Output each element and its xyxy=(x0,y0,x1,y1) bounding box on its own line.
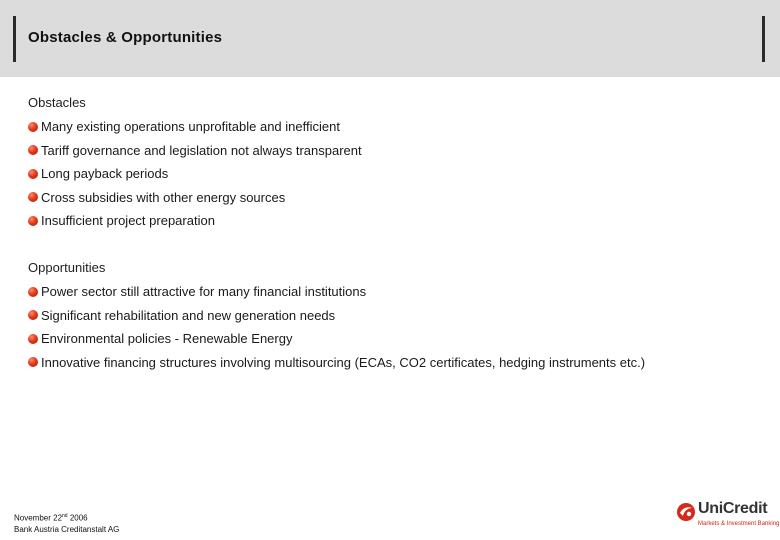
obstacles-list xyxy=(28,115,362,233)
bullet-icon xyxy=(28,310,38,320)
opportunities-heading: Opportunities xyxy=(28,260,106,275)
list-item xyxy=(28,186,362,210)
obstacles-heading: Obstacles xyxy=(28,95,86,110)
footer-date-prefix: November 22 xyxy=(14,513,63,523)
list-item-text: Environmental policies - Renewable Energy xyxy=(41,331,293,346)
header-left-rule xyxy=(13,16,16,62)
obstacles-section xyxy=(28,94,362,233)
list-item xyxy=(28,209,362,233)
header-right-rule xyxy=(762,16,765,62)
bullet-icon xyxy=(28,192,38,202)
unicredit-logo xyxy=(676,500,780,534)
list-item-text: Tariff governance and legislation not always transparent xyxy=(41,142,362,158)
page-title: Obstacles & Opportunities xyxy=(28,29,223,46)
list-item-text: Insufficient project preparation xyxy=(41,213,215,228)
bullet-icon xyxy=(28,287,38,297)
logo-brand-text: UniCredit xyxy=(698,500,768,517)
footer-date-ordinal: nd xyxy=(62,513,68,519)
footer-company: Bank Austria Creditanstalt AG xyxy=(14,524,120,534)
header-band xyxy=(0,0,780,77)
list-item xyxy=(28,351,645,375)
bullet-icon xyxy=(28,169,38,179)
list-item-text: Significant rehabilitation and new generation needs xyxy=(41,307,336,323)
opportunities-list xyxy=(28,280,645,374)
list-item xyxy=(28,162,362,186)
footer-date xyxy=(14,511,119,524)
list-item-text: Power sector still attractive for many financial institutions xyxy=(41,284,367,299)
footer xyxy=(14,511,119,535)
list-item-text: Innovative financing structures involving multisourcing (ECAs, CO2 certificates, hedging instruments etc.) xyxy=(41,354,646,370)
bullet-icon xyxy=(28,334,38,344)
list-item xyxy=(28,327,645,351)
unicredit-logo-icon xyxy=(676,502,696,522)
opportunities-section xyxy=(28,259,645,374)
list-item xyxy=(28,115,362,139)
footer-date-suffix: 2006 xyxy=(67,513,88,523)
logo-tagline: Markets & Investment Banking xyxy=(698,521,780,527)
list-item-text: Cross subsidies with other energy sources xyxy=(41,189,286,205)
bullet-icon xyxy=(28,145,38,155)
list-item xyxy=(28,139,362,163)
bullet-icon xyxy=(28,357,38,367)
bullet-icon xyxy=(28,122,38,132)
list-item xyxy=(28,280,645,304)
list-item-text: Many existing operations unprofitable and inefficient xyxy=(41,119,340,134)
list-item-text: Long payback periods xyxy=(41,166,169,181)
list-item xyxy=(28,304,645,328)
bullet-icon xyxy=(28,216,38,226)
